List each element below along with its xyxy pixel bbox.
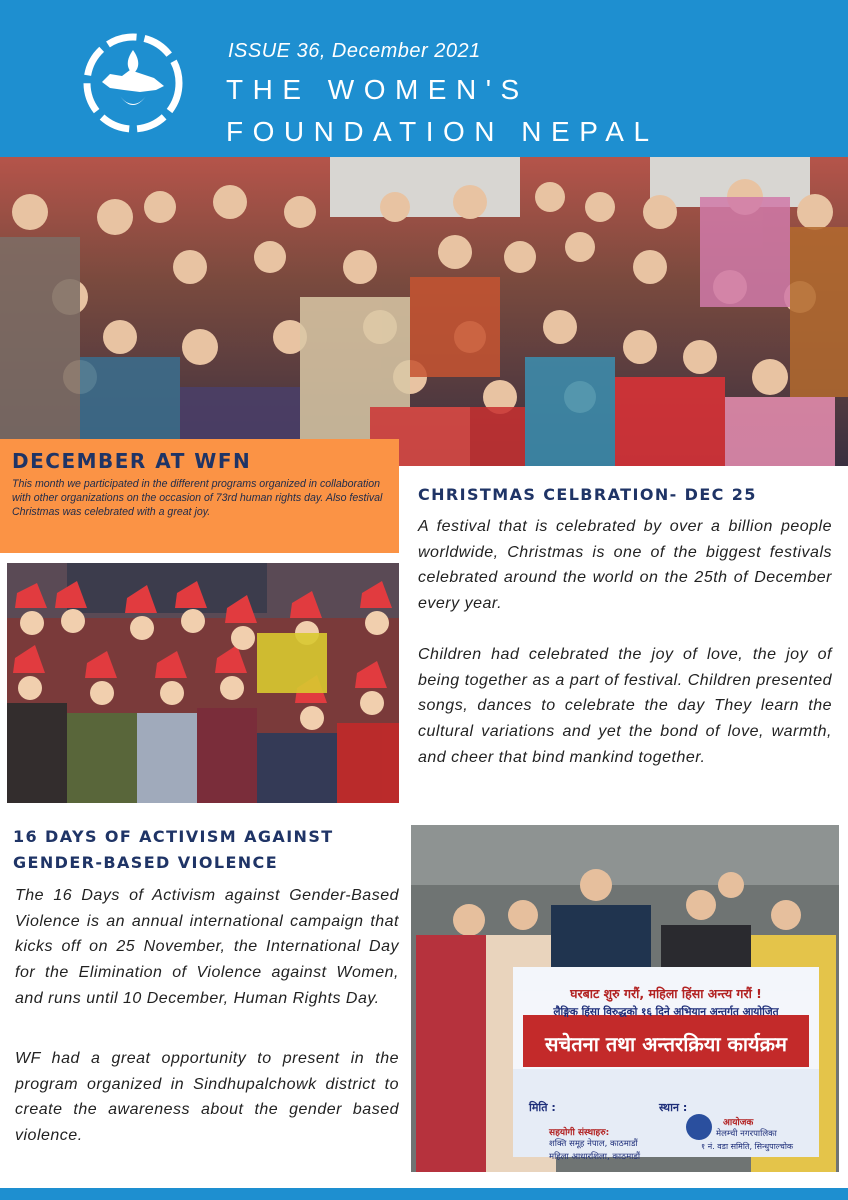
banner-partner-1: शक्ति समूह नेपाल, काठमाडौं — [549, 1139, 638, 1149]
christmas-kids-photo — [7, 563, 399, 803]
banner-organizer-1: मेलम्ची नगरपालिका — [716, 1129, 777, 1139]
banner-date-label: मिति : — [529, 1101, 556, 1114]
banner-partner-2: महिला आधारशिला, काठमाडौं — [549, 1152, 641, 1162]
group-photo — [0, 157, 848, 466]
org-name-line1: THE WOMEN'S — [226, 74, 529, 105]
masthead — [0, 0, 848, 157]
banner-partners-label: सहयोगी संस्थाहरु: — [549, 1128, 610, 1138]
org-name-line2: FOUNDATION NEPAL — [226, 116, 659, 147]
issue-label: ISSUE 36, December 2021 — [228, 40, 481, 62]
wfn-logo-icon — [80, 30, 186, 136]
gbv-paragraph-2: WF had a great opportunity to present in the program organized in Sindhupalchowk district to create the awareness about the gender based violence. — [15, 1050, 399, 1145]
intro-text: This month we participated in the different programs organized in collaboration with other organizations on the occasion of 73rd human rights day. Also festival Christmas was celebrated with a great joy. — [12, 478, 383, 518]
banner-place-label: स्थान : — [659, 1101, 688, 1114]
intro-box — [0, 439, 399, 553]
christmas-paragraph-1: A festival that is celebrated by over a billion people worldwide, Christmas is one of the biggest festivals celebrated around the world on the 25th of December every year. — [418, 518, 832, 613]
christmas-paragraph-2: Children had celebrated the joy of love, the joy of being together as a part of festival. Children presented songs, dances to celebrate the day They learn the cultural variations and yet the bond of love, warmth, and cheer that bind mankind together. — [418, 646, 832, 766]
banner-organizer-label: आयोजक — [723, 1118, 754, 1128]
banner-slogan: घरबाट शुरु गरौं, महिला हिंसा अन्त्य गरौं ! — [570, 986, 762, 1001]
gbv-title: 16 DAYS OF ACTIVISM AGAINST GENDER-BASED VIOLENCE — [13, 827, 334, 872]
footer-bar — [0, 1188, 848, 1200]
intro-title: DECEMBER AT WFN — [12, 449, 252, 473]
banner-subtitle: लैङ्गिक हिंसा विरुद्धको १६ दिने अभियान अन्तर्गत आयोजित — [553, 1006, 779, 1018]
banner-organizer-2: १ नं. वडा समिति, सिन्धुपाल्चोक — [701, 1142, 794, 1151]
christmas-title: CHRISTMAS CELBRATION- DEC 25 — [418, 485, 757, 504]
banner-program-name: सचेतना तथा अन्तरक्रिया कार्यक्रम — [545, 1032, 787, 1056]
gbv-program-photo — [411, 825, 839, 1172]
gbv-paragraph-1: The 16 Days of Activism against Gender-Based Violence is an annual international campaign that kicks off on 25 November, the International Day for the Elimination of Violence against Women, and runs until 10 December, Human Rights Day. — [15, 887, 399, 1007]
